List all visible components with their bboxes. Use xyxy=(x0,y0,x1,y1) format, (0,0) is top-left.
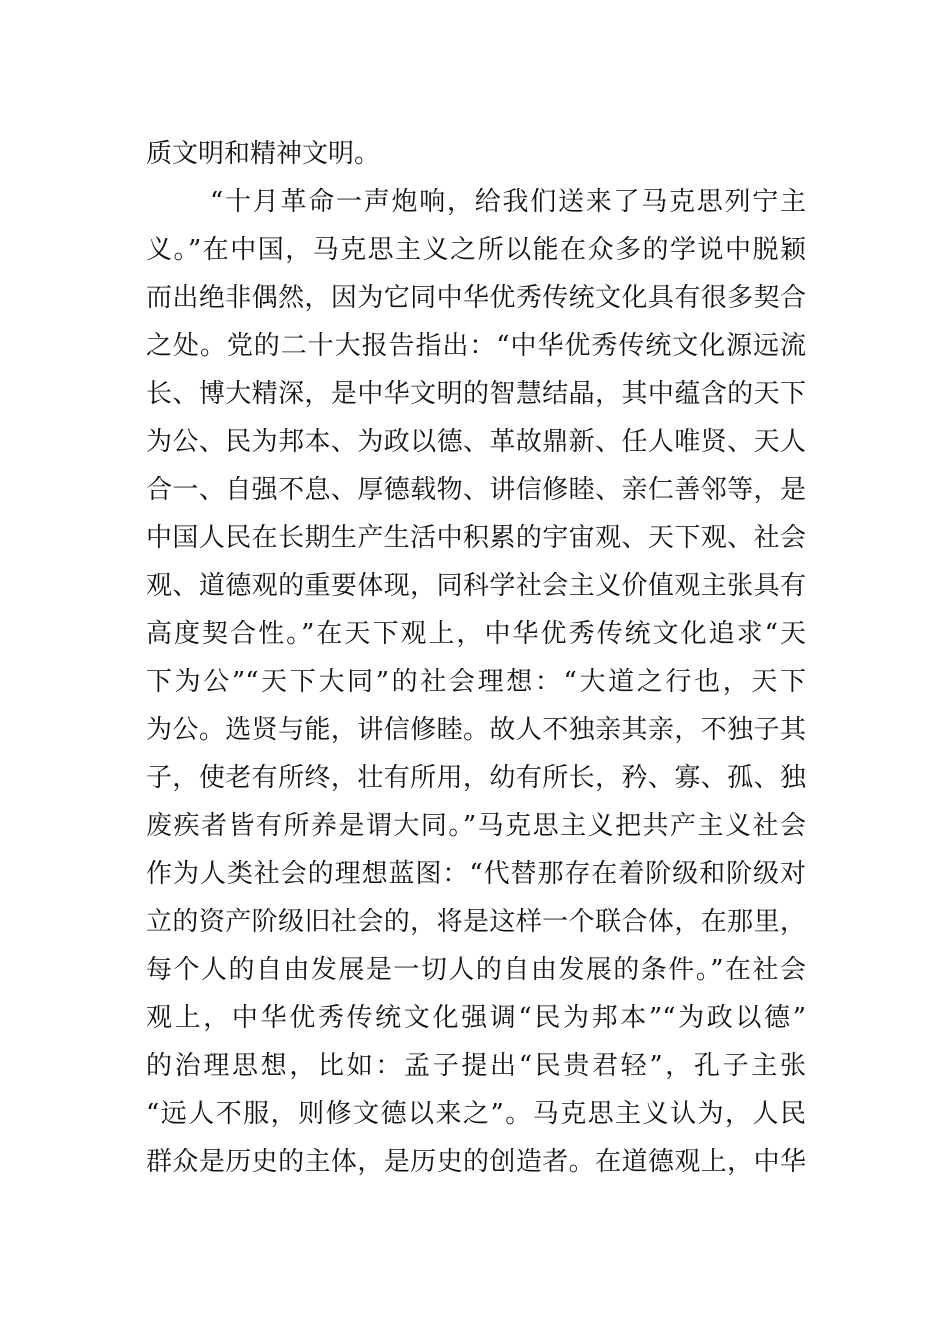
text-line-9: 中国人民在长期生产生活中积累的宇宙观、天下观、社会 xyxy=(146,523,806,553)
text-line-17: 立的资产阶级旧社会的，将是这样一个联合体，在那里， xyxy=(146,907,806,937)
text-line-11: 高度契合性。”在天下观上，中华优秀传统文化追求“天 xyxy=(146,619,806,649)
text-line-3: 义。”在中国，马克思主义之所以能在众多的学说中脱颖 xyxy=(146,235,806,265)
text-line-4: 而出绝非偶然，因为它同中华优秀传统文化具有很多契合 xyxy=(146,283,806,313)
text-line-10: 观、道德观的重要体现，同科学社会主义价值观主张具有 xyxy=(146,571,806,601)
text-line-12: 下为公”“天下大同”的社会理想：“大道之行也，天下 xyxy=(146,667,806,697)
text-line-13: 为公。选贤与能，讲信修睦。故人不独亲其亲，不独子其 xyxy=(146,715,806,745)
text-line-18: 每个人的自由发展是一切人的自由发展的条件。”在社会 xyxy=(146,955,806,985)
text-line-14: 子，使老有所终，壮有所用，幼有所长，矜、寡、孤、独 xyxy=(146,763,806,793)
text-line-8: 合一、自强不息、厚德载物、讲信修睦、亲仁善邻等，是 xyxy=(146,475,806,505)
text-line-22: 群众是历史的主体，是历史的创造者。在道德观上，中华 xyxy=(146,1147,806,1177)
text-line-6: 长、博大精深，是中华文明的智慧结晶，其中蕴含的天下 xyxy=(146,379,806,409)
text-line-5: 之处。党的二十大报告指出：“中华优秀传统文化源远流 xyxy=(146,331,806,361)
text-line-15: 废疾者皆有所养是谓大同。”马克思主义把共产主义社会 xyxy=(146,811,806,841)
text-line-21: “远人不服，则修文德以来之”。马克思主义认为，人民 xyxy=(146,1099,806,1129)
text-line-2: “十月革命一声炮响，给我们送来了马克思列宁主 xyxy=(210,187,806,217)
text-line-20: 的治理思想，比如：孟子提出“民贵君轻”，孔子主张 xyxy=(146,1051,806,1081)
text-line-16: 作为人类社会的理想蓝图：“代替那存在着阶级和阶级对 xyxy=(146,859,806,889)
text-line-7: 为公、民为邦本、为政以德、革故鼎新、任人唯贤、天人 xyxy=(146,427,806,457)
text-line-1: 质文明和精神文明。 xyxy=(146,139,381,169)
text-line-19: 观上，中华优秀传统文化强调“民为邦本”“为政以德” xyxy=(146,1003,806,1033)
